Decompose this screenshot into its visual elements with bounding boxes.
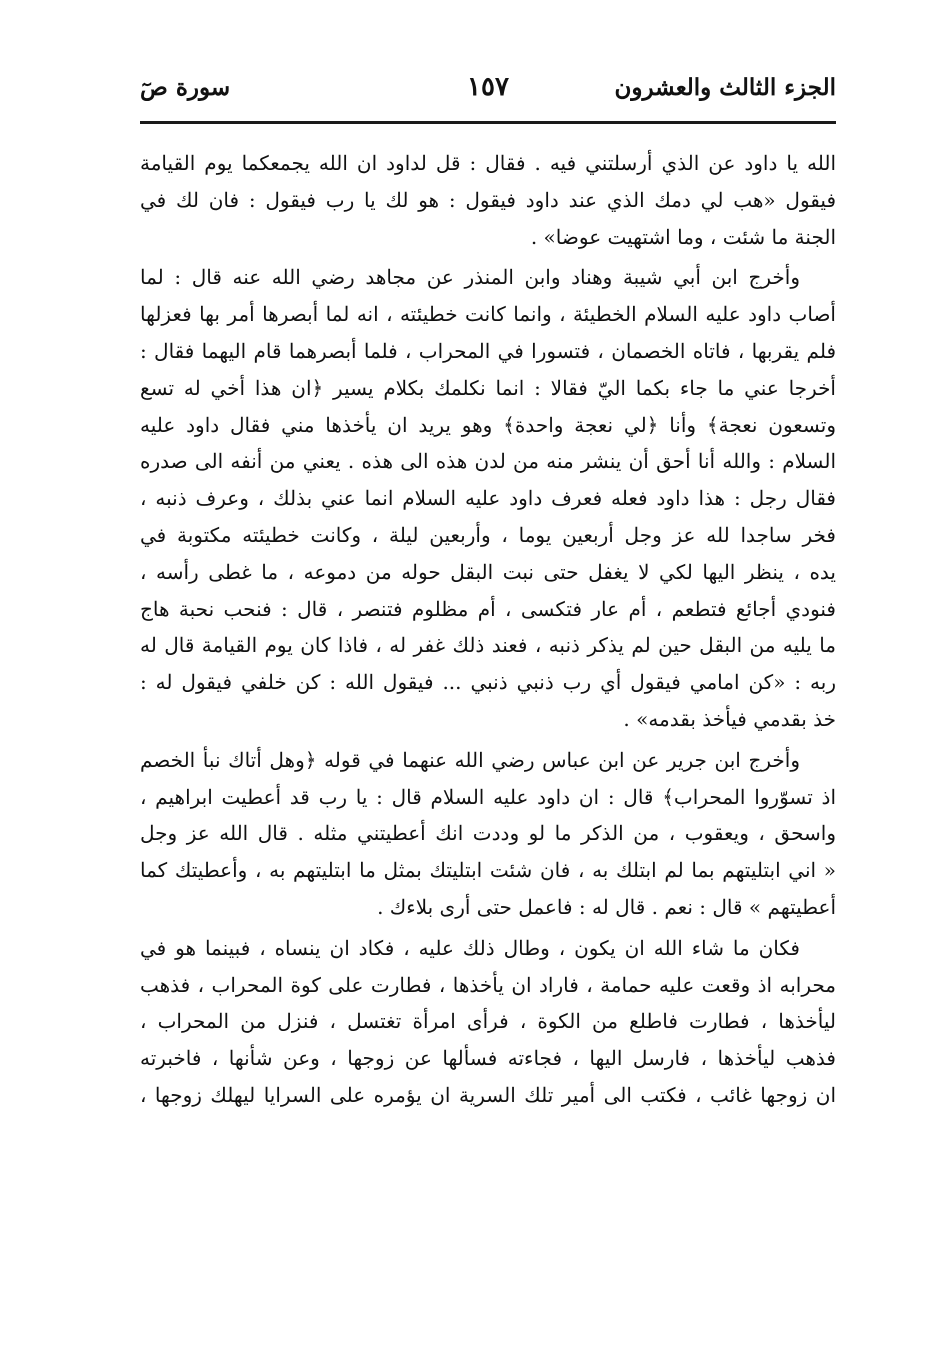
text-line: وأخرج ابن جرير عن ابن عباس رضي الله عنهما في قوله ﴿وهل أتاك نبأ الخصم [140,747,800,772]
text-line: اذ تسوّروا المحراب﴾ قال : ان داود عليه السلام قال : يا رب قد أعطيت ابراهيم ، [140,784,836,809]
surah-title: سورة صٓ [140,74,231,101]
text-line: « اني ابتليتهم بما لم ابتلك به ، فان شئت ابتليتك بمثل ما ابتليتهم به ، وأعطيتك كما [140,858,836,883]
text-line: السلام : والله أنا أحق أن ينشر منه من لدن هذه الى هذه . يعني من أنفه الى صدره [140,449,836,474]
header-rule [140,121,836,124]
paragraph-3 [140,742,836,926]
text-line: فخر ساجدا لله عز وجل أربعين يوما ، وأربعين ليلة ، وكانت خطيئته مكتوبة في [140,522,836,547]
text-line: أخرجا عني ما جاء بكما اليّ فقالا : انما نكلمك بكلام يسير ﴿ان هذا أخي له تسع [140,375,836,400]
text-line: الجنة ما شئت ، وما اشتهيت عوضا» . [530,224,836,249]
text-line: ليأخذها ، فطارت فاطلع من الكوة ، فرأى امرأة تغتسل ، فنزل من المحراب ، [140,1009,836,1034]
text-line: ما يليه من البقل حين لم يذكر ذنبه ، فعند ذلك غفر له ، فاذا كان يوم القيامة قال له [140,633,836,658]
text-body [140,145,836,1114]
paragraph-2 [140,259,836,737]
text-line: وأخرج ابن أبي شيبة وهناد وابن المنذر عن مجاهد رضي الله عنه قال : لما [140,265,800,290]
text-line: وتسعون نعجة﴾ وأنا ﴿لي نعجة واحدة﴾ وهو يريد ان يأخذها مني فقال داود عليه [140,412,836,437]
text-line: فنودي أجائع فتطعم ، أم عار فتكسى ، أم مظلوم فتنصر ، قال : فنحب نحبة هاج [140,596,836,621]
paragraph-4 [140,930,836,1114]
text-line: فلم يقربها ، فاتاه الخصمان ، فتسورا في المحراب ، فلما أبصرهما قام اليهما فقال : [140,338,836,363]
text-line: يده ، ينظر اليها لكي لا يغفل حتى نبت البقل حوله من دموعه ، ما غطى رأسه ، [140,559,836,584]
text-line: فقال رجل : هذا داود فعله فعرف داود عليه السلام انما عني بذلك ، وعرف ذنبه ، [140,486,836,511]
text-line: أعطيتهم » قال : نعم . قال له : فاعمل حتى أرى بلاءك . [377,894,836,919]
text-line: أصاب داود عليه السلام الخطيئة ، وانما كانت خطيئته ، انه لما أبصرها أمر بها فعزلها [140,302,836,327]
page-header [140,74,836,120]
text-line: ان زوجها غائب ، فكتب الى أمير تلك السرية ان يؤمره على السرايا ليهلك زوجها ، [140,1082,836,1107]
text-line: ربه : «كن امامي فيقول أي رب ذنبي ذنبي ... فيقول الله : كن خلفي فيقول له : [140,670,836,695]
text-line: فيقول «هب لي دمك الذي عند داود فيقول : هو لك يا رب فيقول : فان لك في [140,187,836,212]
text-line: الله يا داود عن الذي أرسلتني فيه . فقال : قل لداود ان الله يجمعكما يوم القيامة [140,151,836,175]
text-line: فكان ما شاء الله ان يكون ، وطال ذلك عليه ، فكاد ان ينساه ، فبينما هو في [140,935,800,960]
text-line: خذ بقدمي فيأخذ بقدمه» . [623,706,836,731]
text-line: واسحق ، ويعقوب ، من الذكر ما لو وددت انك أعطيتني مثله . قال الله عز وجل [140,821,836,846]
paragraph-1 [140,145,836,255]
part-title: الجزء الثالث والعشرون [614,74,836,101]
page-number: ١٥٧ [467,72,509,102]
text-line: فذهب ليأخذها ، فارسل اليها ، فجاءته فسألها عن زوجها ، وعن شأنها ، فاخبرته [140,1046,836,1071]
text-line: محرابه اذ وقعت عليه حمامة ، فاراد ان يأخذها ، فطارت على كوة المحراب ، فذهب [140,972,836,997]
